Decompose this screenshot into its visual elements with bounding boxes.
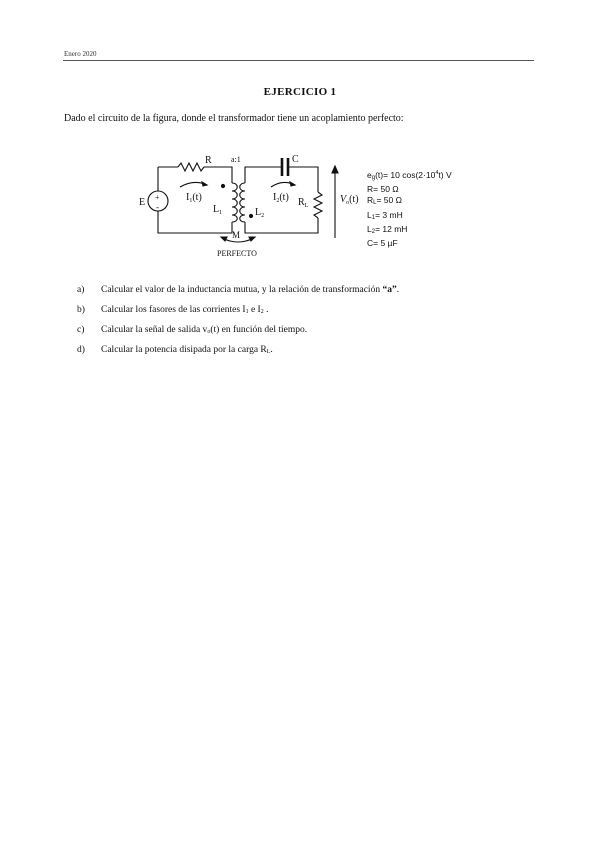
source-minus: -	[156, 202, 159, 212]
question-b	[77, 305, 399, 325]
wire-secondary-top-left	[245, 167, 282, 183]
question-text: Calcular el valor de la inductancia mutua, y la relación de transformación “a”.	[101, 285, 400, 295]
resistor-R	[178, 163, 204, 171]
coil-L2	[240, 183, 245, 222]
source-plus: +	[155, 193, 160, 202]
resistor-RL	[314, 192, 322, 218]
param-L1: $L_1= 3$ mH	[367, 209, 403, 221]
page-header: Enero 2020	[64, 50, 97, 58]
param-R: R= 50 Ω	[367, 184, 399, 195]
wire-secondary-top-right	[288, 167, 318, 192]
question-label: a)	[77, 285, 85, 295]
label-E: E	[139, 197, 146, 208]
arrow-mutual-right-head	[249, 237, 255, 241]
param-L2: $L_2= 12$ mH	[367, 224, 408, 236]
question-label: c)	[77, 325, 85, 335]
question-c	[77, 325, 399, 345]
question-label: d)	[77, 345, 85, 355]
label-Vo: $V_o(t)$	[340, 194, 359, 206]
arrow-I2-head	[290, 182, 295, 186]
dot-secondary	[249, 214, 253, 218]
label-L2: $L_2$	[255, 207, 265, 219]
circuit-diagram	[130, 150, 365, 262]
arrow-Vo-head	[332, 166, 338, 173]
exercise-intro: Dado el circuito de la figura, donde el transformador tiene un acoplamiento perfecto:	[64, 113, 404, 124]
capacitor-C	[282, 158, 288, 176]
label-ratio: a:1	[231, 155, 241, 164]
label-M: M	[232, 230, 241, 240]
question-a	[77, 285, 399, 305]
param-C: C= 5 µF	[367, 238, 398, 249]
param-eg: $e_g(t)= 10$ $\cos(2\cdot 10^4t)$ V	[367, 169, 452, 181]
label-L1: $L_1$	[213, 204, 223, 216]
question-list	[77, 285, 399, 365]
circuit-parameters	[367, 168, 452, 250]
label-I2: $I_2(t)$	[273, 192, 289, 204]
label-I1: $I_1(t)$	[186, 192, 202, 204]
header-rule	[63, 60, 534, 61]
param-RL: $R_L= 50$ Ω	[367, 195, 402, 207]
label-R: R	[205, 155, 212, 166]
exercise-title: EJERCICIO 1	[263, 86, 337, 98]
dot-primary	[221, 184, 225, 188]
question-d	[77, 345, 399, 365]
coil-L1	[232, 183, 237, 222]
question-label: b)	[77, 305, 85, 315]
arrow-I1-head	[202, 182, 207, 186]
question-text: Calcular los fasores de las corrientes $I_1$ e $I_2$ .	[101, 305, 269, 315]
question-text: Calcular la potencia disipada por la carga $R_L$.	[101, 345, 273, 355]
wire-primary-top-right	[204, 167, 232, 183]
wire-secondary-right	[245, 218, 318, 233]
question-text: Calcular la señal de salida $v_o(t)$ en función del tiempo.	[101, 325, 308, 335]
arrow-mutual-left-head	[221, 237, 227, 241]
label-RL: $R_L$	[298, 197, 309, 209]
label-C: C	[292, 154, 299, 165]
label-perfecto: PERFECTO	[217, 249, 257, 258]
